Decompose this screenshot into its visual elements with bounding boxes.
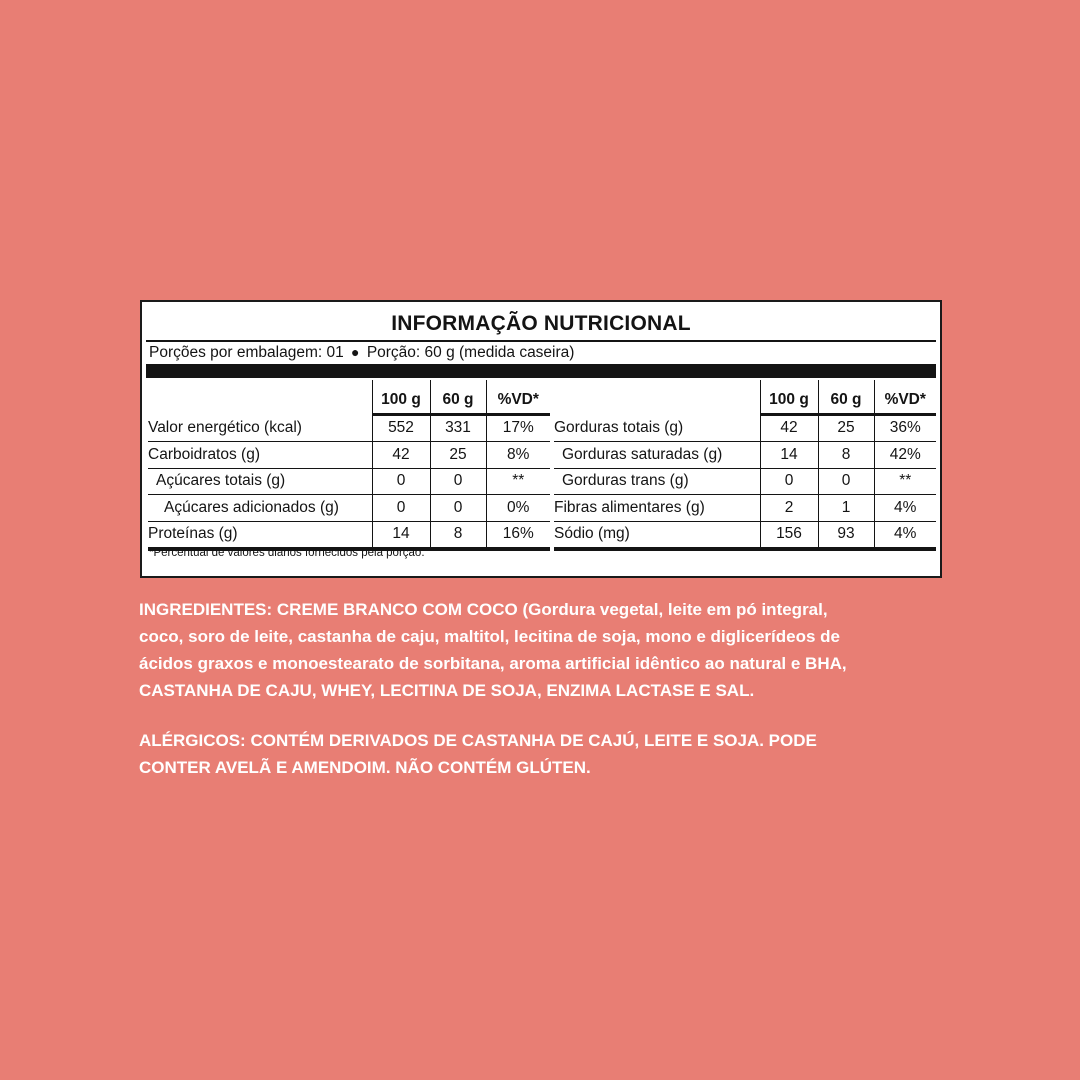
value-60g: 25	[818, 414, 874, 442]
value-60g: 25	[430, 442, 486, 469]
table-header-row	[148, 380, 550, 414]
value-100g: 0	[372, 495, 430, 522]
table-row	[148, 521, 550, 549]
portions-per-package: Porções por embalagem: 01	[149, 344, 344, 361]
value-vd: 17%	[486, 414, 550, 442]
value-100g: 0	[372, 468, 430, 495]
table-row	[554, 442, 936, 469]
value-100g: 2	[760, 495, 818, 522]
header-vd: %VD*	[486, 380, 550, 414]
value-60g: 0	[430, 468, 486, 495]
nutrition-table-right	[554, 380, 936, 551]
nutrient-name: Fibras alimentares (g)	[554, 495, 760, 522]
value-60g: 8	[818, 442, 874, 469]
label-title: INFORMAÇÃO NUTRICIONAL	[391, 312, 691, 335]
nutrition-table-left	[148, 380, 550, 551]
footnote: *Percentual de valores diários fornecidos pela porção.	[149, 547, 425, 559]
header-60g: 60 g	[430, 380, 486, 414]
nutrient-name: Açúcares adicionados (g)	[148, 495, 372, 522]
header-100g: 100 g	[372, 380, 430, 414]
allergens-line: CONTER AVELÃ E AMENDOIM. NÃO CONTÉM GLÚTEN.	[139, 758, 591, 777]
value-60g: 8	[430, 521, 486, 549]
table-row	[148, 468, 550, 495]
ingredients-text	[139, 596, 939, 704]
value-60g: 1	[818, 495, 874, 522]
value-60g: 93	[818, 521, 874, 549]
value-100g: 552	[372, 414, 430, 442]
value-vd: 0%	[486, 495, 550, 522]
header-blank	[554, 380, 760, 414]
value-vd: 4%	[874, 521, 936, 549]
nutrient-name: Gorduras saturadas (g)	[554, 442, 760, 469]
value-vd: 16%	[486, 521, 550, 549]
value-vd: 42%	[874, 442, 936, 469]
table-row	[554, 414, 936, 442]
value-vd: 36%	[874, 414, 936, 442]
table-row	[148, 495, 550, 522]
header-60g: 60 g	[818, 380, 874, 414]
nutrient-name: Carboidratos (g)	[148, 442, 372, 469]
nutrient-name: Sódio (mg)	[554, 521, 760, 549]
portion-size: Porção: 60 g (medida caseira)	[366, 344, 575, 361]
value-100g: 14	[760, 442, 818, 469]
value-100g: 14	[372, 521, 430, 549]
table-header-row	[554, 380, 936, 414]
value-100g: 42	[760, 414, 818, 442]
nutrient-name: Gorduras trans (g)	[554, 468, 760, 495]
value-60g: 0	[818, 468, 874, 495]
value-vd: **	[874, 468, 936, 495]
value-100g: 0	[760, 468, 818, 495]
value-100g: 42	[372, 442, 430, 469]
table-row	[148, 414, 550, 442]
header-100g: 100 g	[760, 380, 818, 414]
nutrient-name: Proteínas (g)	[148, 521, 372, 549]
value-vd: 4%	[874, 495, 936, 522]
nutrition-facts-label	[140, 300, 942, 578]
bullet-separator: ●	[351, 344, 360, 360]
ingredients-line: INGREDIENTES: CREME BRANCO COM COCO (Gordura vegetal, leite em pó integral,	[139, 600, 828, 619]
ingredients-line: ácidos graxos e monoestearato de sorbitana, aroma artificial idêntico ao natural e BHA,	[139, 654, 847, 673]
value-100g: 156	[760, 521, 818, 549]
header-vd: %VD*	[874, 380, 936, 414]
value-60g: 0	[430, 495, 486, 522]
allergens-text	[139, 727, 939, 781]
allergens-line: ALÉRGICOS: CONTÉM DERIVADOS DE CASTANHA DE CAJÚ, LEITE E SOJA. PODE	[139, 731, 817, 750]
value-60g: 331	[430, 414, 486, 442]
ingredients-line: coco, soro de leite, castanha de caju, maltitol, lecitina de soja, mono e diglicerídeos de	[139, 627, 840, 646]
nutrient-name: Gorduras totais (g)	[554, 414, 760, 442]
ingredients-line: CASTANHA DE CAJU, WHEY, LECITINA DE SOJA, ENZIMA LACTASE E SAL.	[139, 681, 755, 700]
thick-divider-bar	[146, 364, 936, 378]
table-row	[554, 468, 936, 495]
portions-line	[149, 344, 574, 362]
table-row	[554, 495, 936, 522]
title-divider	[146, 340, 936, 342]
nutrient-name: Valor energético (kcal)	[148, 414, 372, 442]
table-row	[554, 521, 936, 549]
header-blank	[148, 380, 372, 414]
table-row	[148, 442, 550, 469]
value-vd: 8%	[486, 442, 550, 469]
nutrient-name: Açúcares totais (g)	[148, 468, 372, 495]
value-vd: **	[486, 468, 550, 495]
